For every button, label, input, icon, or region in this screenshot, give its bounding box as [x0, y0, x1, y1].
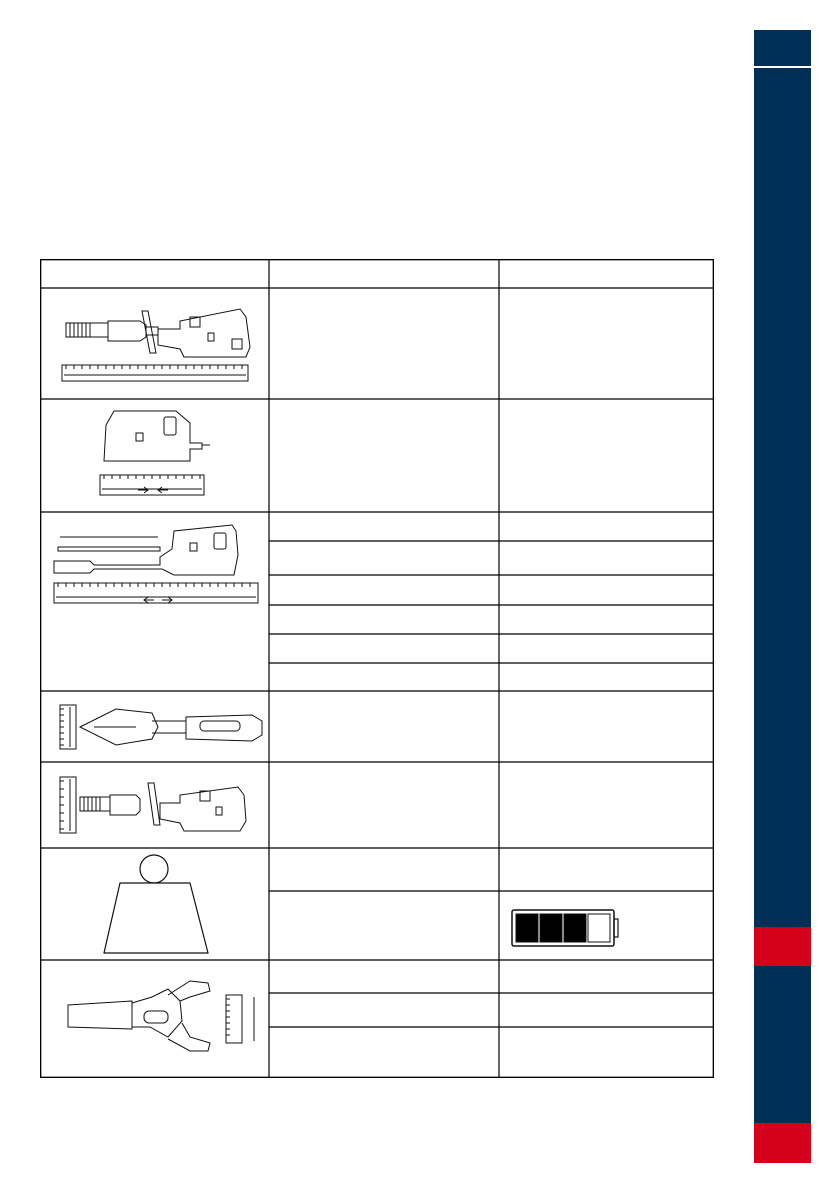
battery-bar-filled: [564, 914, 586, 942]
spec-table: [40, 259, 714, 1078]
cutter-height-icon: [60, 705, 262, 749]
battery-bar-filled: [516, 914, 538, 942]
side-band-red-marker: [754, 927, 811, 966]
tool-length-icon: [62, 309, 250, 381]
side-band-rule: [754, 66, 811, 68]
blade-opening-icon: [68, 981, 254, 1051]
side-band-red-tab: [754, 1123, 811, 1163]
tool-extension-icon: [54, 525, 258, 603]
weight-icon: [104, 855, 208, 953]
battery-bar-filled: [540, 914, 562, 942]
table-grid: [40, 259, 714, 1078]
battery-bar-empty: [588, 914, 610, 942]
tool-height-icon: [60, 777, 246, 833]
battery-icon: [512, 910, 618, 946]
side-band: [754, 30, 811, 1163]
tool-retracted-length-icon: [100, 411, 210, 495]
